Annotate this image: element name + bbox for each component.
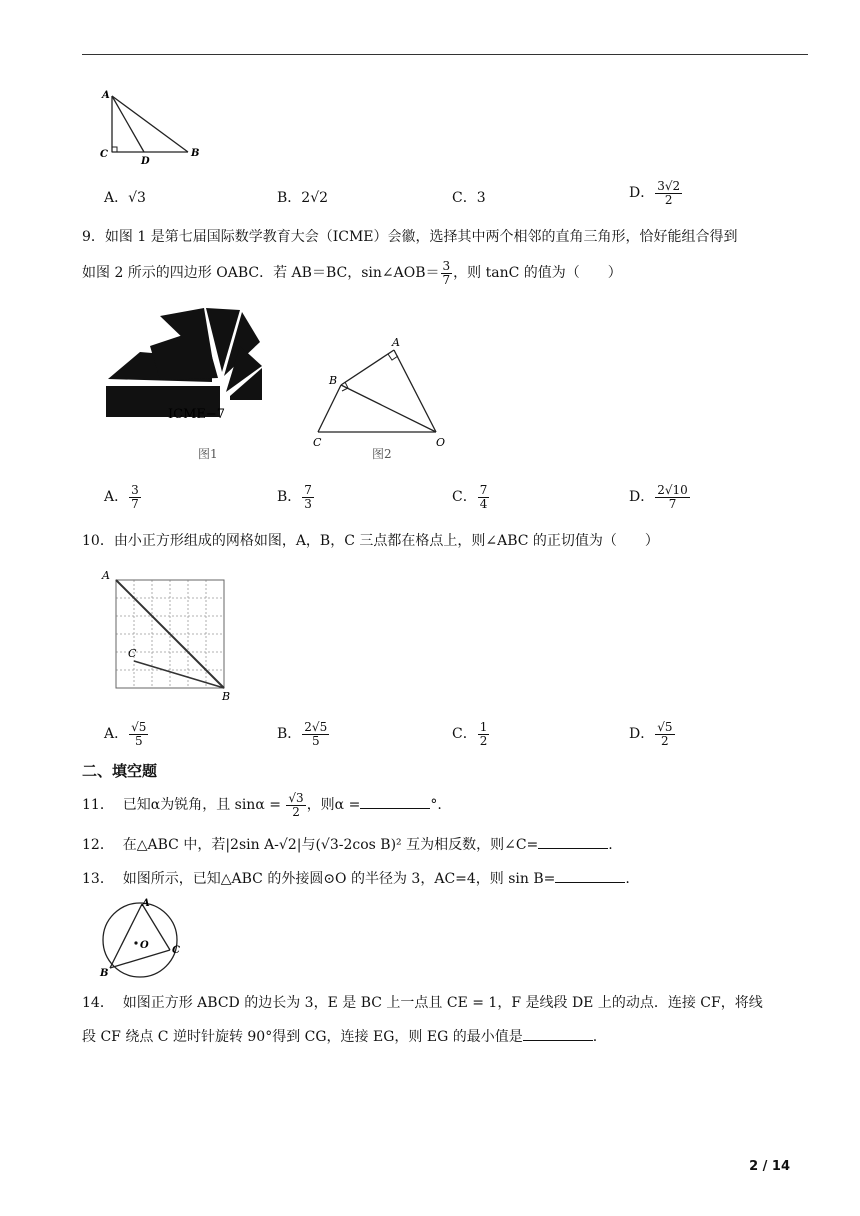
q11-answer-blank[interactable]: [360, 796, 430, 809]
q12-answer-blank[interactable]: [538, 836, 608, 849]
q13-label-c: C: [172, 945, 180, 956]
q10-option-b[interactable]: B． $\frac{2√5}{5}$: [277, 720, 328, 748]
q8-option-c[interactable]: C．3: [452, 190, 486, 206]
q8-option-d[interactable]: D． $\frac{3√2}{2}$: [629, 179, 681, 207]
q13-answer-blank[interactable]: [555, 870, 625, 883]
q14-line2: 段 CF 绕点 C 逆时针旋转 90°得到 CG，连接 EG，则 EG 的最小值是 .: [82, 1029, 598, 1045]
q13-label-a: A: [142, 898, 150, 909]
q9-option-a[interactable]: A． $\frac{3}{7}$: [104, 483, 139, 511]
q13-label-o: O: [140, 940, 149, 951]
q13-circle-figure: [96, 894, 196, 984]
q8-triangle-figure: [96, 88, 206, 168]
q9-icme-logo-figure: [100, 306, 270, 466]
section-title-fill-in: 二、填空题: [82, 762, 158, 780]
q9-fig2-label-o: O: [436, 436, 446, 449]
q11-question: 11． 已知α为锐角，且 sinα = $\frac{√3}{2}$ ，则α = °.: [82, 791, 442, 819]
q10-option-d[interactable]: D． $\frac{√5}{2}$: [629, 720, 673, 748]
q10-grid-figure: [98, 566, 238, 706]
q9-option-b[interactable]: B． $\frac{7}{3}$: [277, 483, 312, 511]
q9-fig1-caption: 图1: [198, 447, 218, 461]
q10-question: 10．由小正方形组成的网格如图，A，B，C 三点都在格点上，则∠ABC 的正切值为（ ）: [82, 533, 659, 549]
q9-quadrilateral-figure: [308, 330, 458, 465]
q12-question: 12． 在△ABC 中，若|2sin A-√2|与(√3-2cos B)² 互为相反数，则∠C= .: [82, 837, 613, 853]
q8-label-d: D: [141, 156, 150, 167]
q9-fig2-label-a: A: [392, 336, 400, 349]
q10-option-c[interactable]: C． $\frac{1}{2}$: [452, 720, 488, 748]
q14-answer-blank[interactable]: [523, 1028, 593, 1041]
q9-fig2-label-b: B: [329, 374, 338, 387]
q13-label-b: B: [100, 968, 109, 979]
q14-line1: 14． 如图正方形 ABCD 的边长为 3，E 是 BC 上一点且 CE = 1，F 是线段 DE 上的动点．连接 CF，将线: [82, 995, 763, 1011]
q8-label-c: C: [100, 149, 108, 160]
q8-option-a[interactable]: A．√3: [104, 190, 146, 206]
q9-option-d[interactable]: D． $\frac{2√10}{7}$: [629, 483, 688, 511]
page-number: 2 / 14: [749, 1159, 790, 1174]
q9-icme-text: ICME−7: [168, 407, 226, 422]
q9-fig2-caption: 图2: [372, 447, 392, 461]
q10-option-a[interactable]: A． $\frac{√5}{5}$: [104, 720, 147, 748]
q8-label-a: A: [102, 90, 110, 101]
q8-option-b[interactable]: B．2√2: [277, 190, 329, 206]
q9-fig2-label-c: C: [313, 436, 322, 449]
q13-question: 13． 如图所示，已知△ABC 的外接圆⊙O 的半径为 3，AC=4，则 sin B= .: [82, 871, 630, 887]
q10-label-c: C: [128, 647, 137, 660]
q8-label-b: B: [191, 148, 200, 159]
q10-label-a: A: [102, 569, 110, 582]
header-rule: [82, 54, 808, 55]
q9-option-c[interactable]: C． $\frac{7}{4}$: [452, 483, 488, 511]
q9-line1: 9．如图 1 是第七届国际数学教育大会（ICME）会徽，选择其中两个相邻的直角三角形，恰好能组合得到: [82, 229, 738, 245]
q9-line2: 如图 2 所示的四边形 OABC．若 AB＝BC，sin∠AOB＝ $\frac{3}{7}$ ，则 tanC 的值为（ ）: [82, 259, 622, 287]
q10-label-b: B: [222, 690, 231, 703]
